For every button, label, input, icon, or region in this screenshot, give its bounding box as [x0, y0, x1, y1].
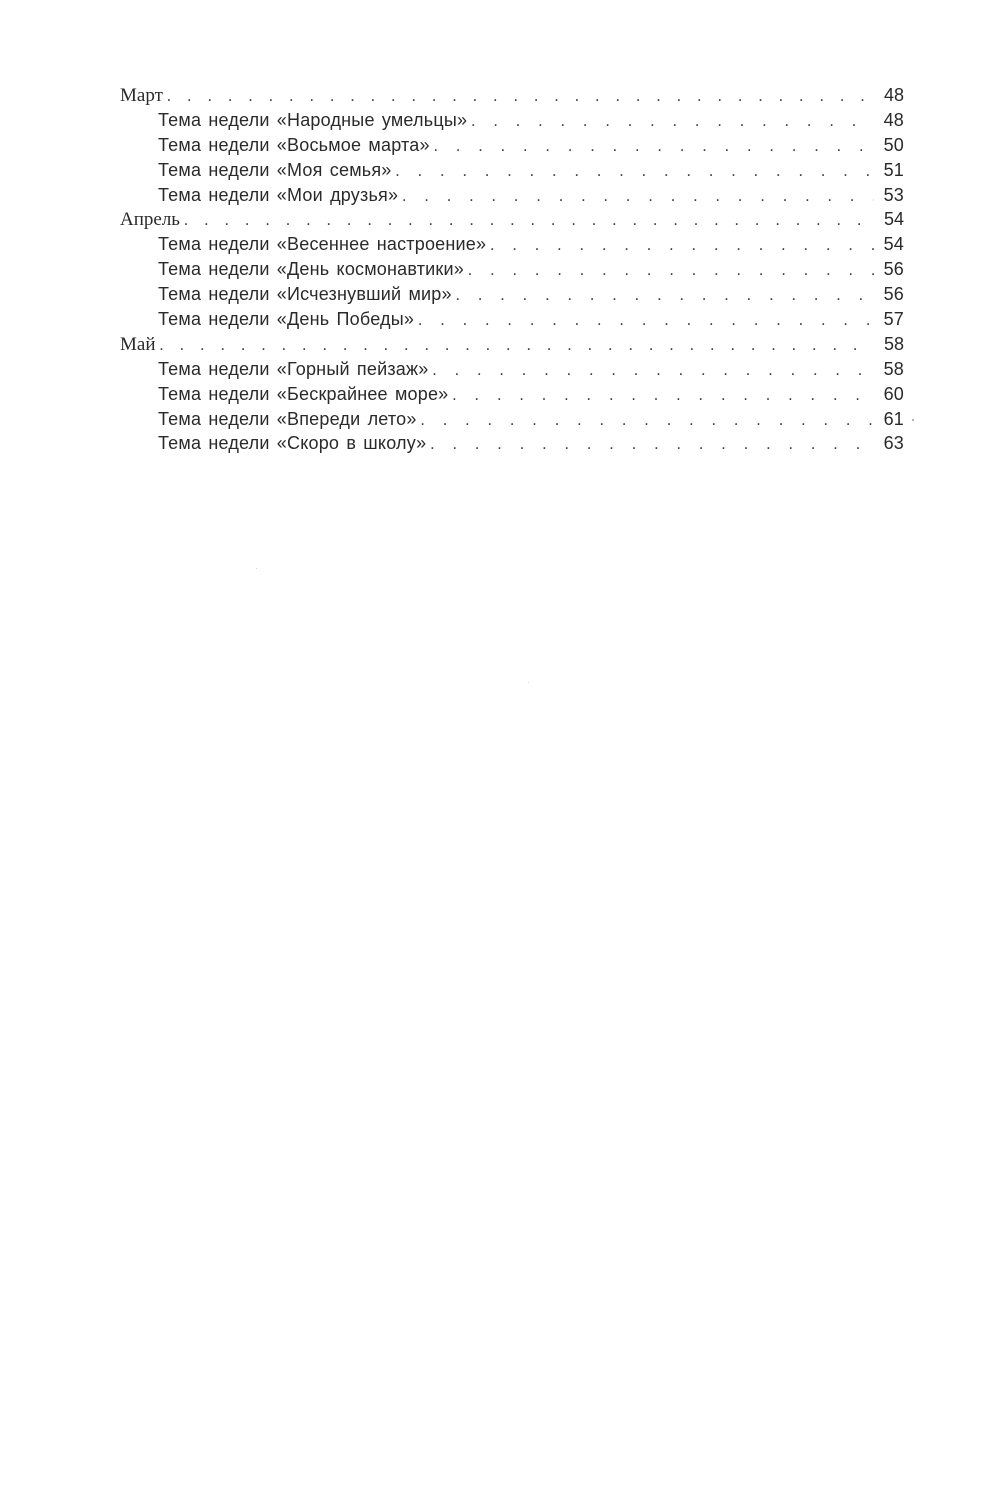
toc-entry[interactable]	[120, 407, 904, 432]
toc-entry[interactable]	[120, 382, 904, 407]
toc-entry[interactable]	[120, 282, 904, 307]
toc-entry-april[interactable]	[120, 207, 904, 232]
toc-dot-leader	[160, 334, 875, 359]
table-of-contents	[120, 83, 904, 456]
toc-entry-page: 57	[883, 309, 904, 330]
print-speck	[256, 568, 257, 569]
toc-dot-leader	[402, 185, 874, 210]
toc-entry-title: Тема недели «Горный пейзаж»	[158, 358, 429, 379]
toc-entry-page: 58	[883, 333, 904, 354]
toc-entry-title: Март	[120, 85, 163, 106]
toc-entry-title: Тема недели «День Победы»	[158, 309, 415, 330]
toc-dot-leader	[167, 85, 874, 110]
toc-entry-page: 50	[883, 134, 904, 155]
toc-entry-page: 51	[883, 159, 904, 180]
toc-entry-page: 54	[883, 209, 904, 230]
toc-entry[interactable]	[120, 257, 904, 282]
toc-entry-page: 60	[883, 383, 904, 404]
toc-entry-march[interactable]	[120, 83, 904, 108]
toc-entry-title: Тема недели «Моя семья»	[158, 159, 392, 180]
toc-dot-leader	[490, 234, 874, 259]
toc-entry[interactable]	[120, 307, 904, 332]
toc-dot-leader	[184, 209, 874, 234]
toc-entry-page: 61	[883, 408, 904, 429]
toc-entry-page: 56	[883, 259, 904, 280]
print-speck	[912, 419, 914, 421]
toc-entry-title: Тема недели «Весеннее настроение»	[158, 234, 487, 255]
toc-entry[interactable]	[120, 133, 904, 158]
toc-entry-title: Тема недели «Мои друзья»	[158, 184, 399, 205]
print-speck	[528, 682, 529, 683]
toc-entry-page: 48	[883, 109, 904, 130]
toc-entry[interactable]	[120, 431, 904, 456]
toc-entry-may[interactable]	[120, 332, 904, 357]
toc-entry-title: Тема недели «Исчезнувший мир»	[158, 284, 452, 305]
toc-entry-title: Тема недели «Впереди лето»	[158, 408, 417, 429]
toc-entry-title: Тема недели «Народные умельцы»	[158, 109, 468, 130]
toc-dot-leader	[418, 309, 874, 334]
toc-entry-page: 54	[883, 234, 904, 255]
toc-entry-page: 63	[883, 433, 904, 454]
toc-dot-leader	[421, 409, 874, 434]
toc-dot-leader	[468, 259, 874, 284]
toc-dot-leader	[452, 384, 874, 409]
toc-entry-title: Тема недели «Восьмое марта»	[158, 134, 430, 155]
toc-dot-leader	[456, 284, 874, 309]
toc-entry-page: 56	[883, 284, 904, 305]
toc-entry-title: Тема недели «Бескрайнее море»	[158, 383, 449, 404]
toc-entry-title: Май	[120, 333, 156, 355]
toc-entry[interactable]	[120, 357, 904, 382]
toc-entry-page: 53	[883, 184, 904, 205]
toc-entry-title: Апрель	[120, 209, 180, 231]
toc-entry[interactable]	[120, 158, 904, 183]
toc-dot-leader	[430, 433, 874, 458]
toc-entry-title: Тема недели «Скоро в школу»	[158, 433, 427, 454]
toc-dot-leader	[471, 110, 874, 135]
toc-dot-leader	[434, 135, 874, 160]
toc-entry-page: 58	[883, 358, 904, 379]
toc-entry[interactable]	[120, 232, 904, 257]
toc-entry-title: Тема недели «День космонавтики»	[158, 259, 464, 280]
toc-entry[interactable]	[120, 183, 904, 208]
toc-entry-page: 48	[883, 85, 904, 105]
toc-dot-leader	[432, 359, 874, 384]
toc-entry[interactable]	[120, 108, 904, 133]
toc-dot-leader	[396, 160, 875, 185]
